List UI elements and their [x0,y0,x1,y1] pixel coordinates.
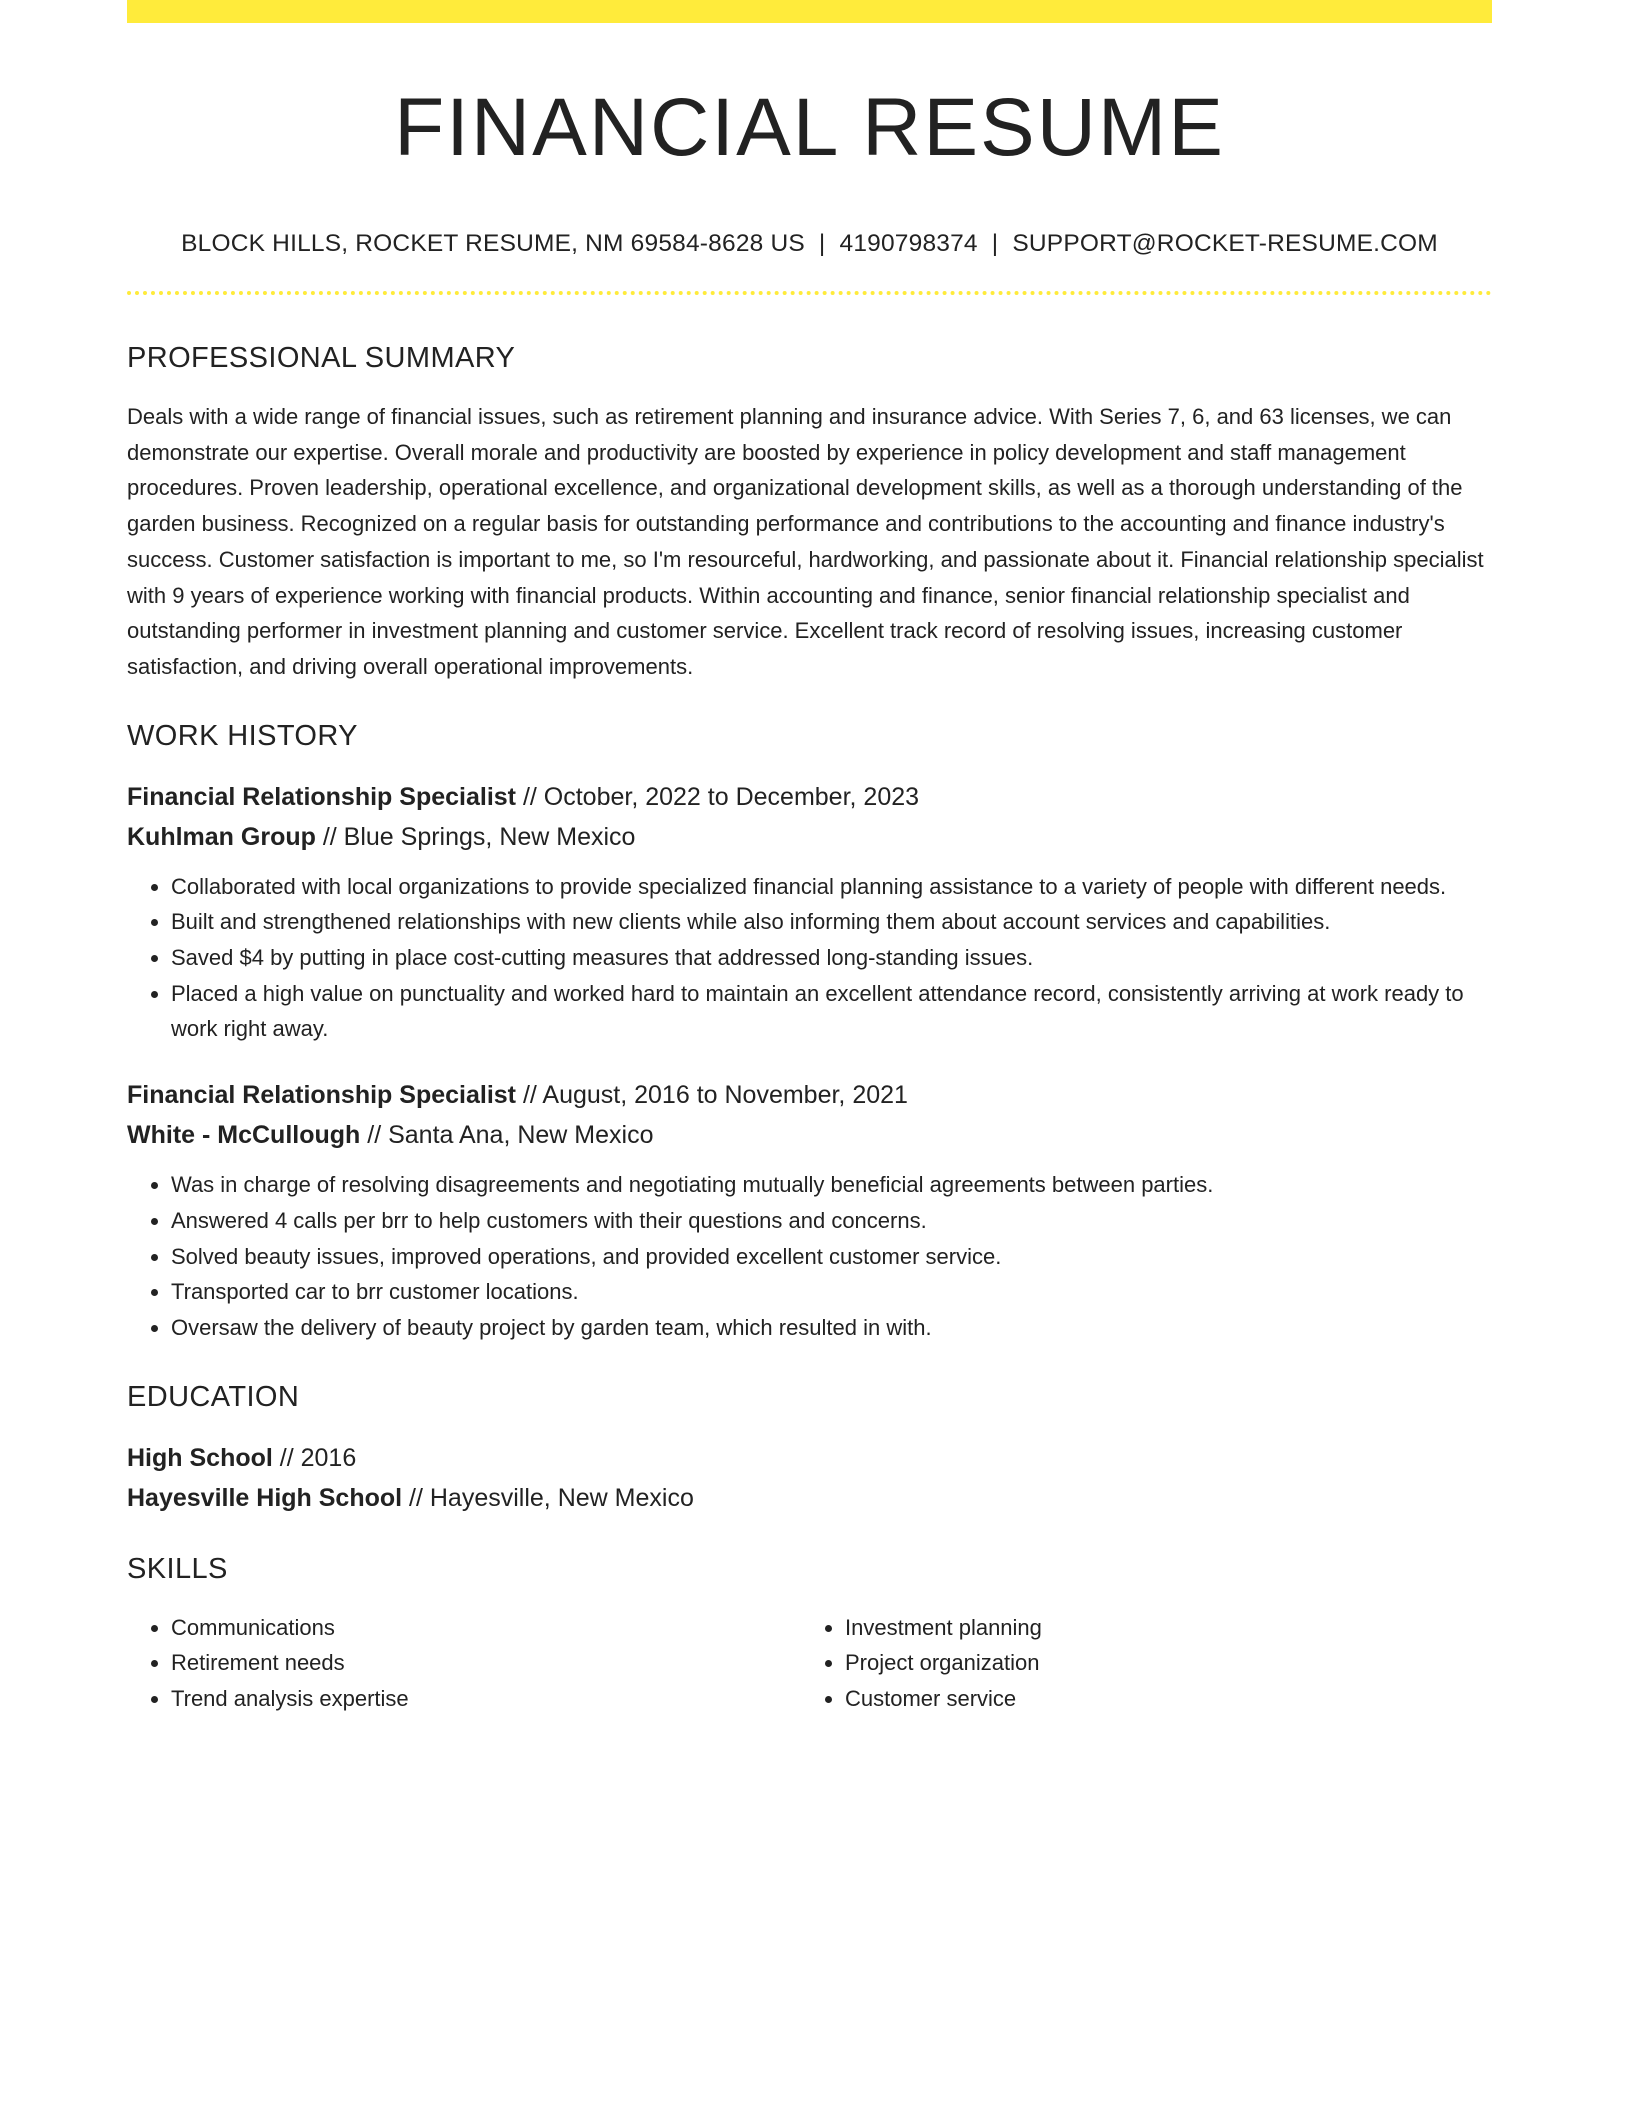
summary-section [127,339,1492,685]
job-company-line [127,817,1492,857]
skill-item: • Trend analysis expertise [171,1681,801,1717]
job-company: White - McCullough [127,1121,361,1150]
skills-column-right [801,1610,1475,1717]
dotted-divider [127,291,1492,295]
top-accent-bar [127,0,1492,23]
skills-grid [127,1610,1492,1717]
section-heading: PROFESSIONAL SUMMARY [127,342,516,374]
job-company: Kuhlman Group [127,822,316,851]
education-school-line [127,1478,1492,1518]
job-title-line [127,1075,1492,1115]
job-bullets [127,869,1492,1048]
summary-text: Deals with a wide range of financial issues, such as retirement planning and insurance advice. With Series 7, 6, and 63 licenses, we can demonstrate our expertise. Overall morale and productivity are boosted by experience in policy development and staff management procedures. Proven leadership, operational excellence, and organizational development skills, as well as a thorough understanding of the garden business. Recognized on a regular basis for outstanding performance and contributions to the accounting and finance industry's success. Customer satisfaction is important to me, so I'm resourceful, hardworking, and passionate about it. Financial relationship specialist with 9 years of experience working with financial products. Within accounting and finance, senior financial relationship specialist and outstanding performer in investment planning and customer service. Excellent track record of resolving issues, increasing customer satisfaction, and driving overall operational improvements. [127,404,1484,679]
work-history-section [127,717,1492,1346]
job-dates: // August, 2016 to November, 2021 [516,1081,908,1110]
section-heading: SKILLS [127,1552,228,1585]
list-item: • Collaborated with local organizations to provide specialized financial planning assistance to a variety of people with different needs. [171,869,1492,905]
education-school: Hayesville High School [127,1483,403,1512]
education-year: // 2016 [272,1443,357,1472]
job-title: Financial Relationship Specialist [127,782,516,811]
skill-item: • Investment planning [845,1610,1475,1646]
job-title: Financial Relationship Specialist [127,1081,516,1110]
education-entry [127,1438,1492,1518]
list-item: • Oversaw the delivery of beauty project by garden team, which resulted in with. [171,1310,1492,1346]
section-heading: WORK HISTORY [127,719,358,752]
skill-item: • Customer service [845,1681,1475,1717]
section-heading: EDUCATION [127,1380,300,1413]
skills-section [127,1550,1492,1717]
list-item: • Solved beauty issues, improved operations, and provided excellent customer service. [171,1239,1492,1275]
skills-column-left [127,1610,801,1717]
education-section [127,1378,1492,1518]
job-company-line [127,1115,1492,1155]
contact-phone: 4190798374 [839,230,978,257]
skill-item: • Project organization [845,1645,1475,1681]
job-entry [127,1075,1492,1346]
list-item: • Answered 4 calls per brr to help customers with their questions and concerns. [171,1203,1492,1239]
skill-item: • Communications [171,1610,801,1646]
list-item: • Placed a high value on punctuality and worked hard to maintain an excellent attendance record, consistently arriving at work ready to work right away. [171,976,1492,1047]
job-location: // Blue Springs, New Mexico [315,822,636,851]
resume-title: FINANCIAL RESUME [394,82,1225,173]
job-title-line [127,777,1492,817]
contact-address: BLOCK HILLS, ROCKET RESUME, NM 69584-8628 US [181,230,805,257]
job-bullets [127,1167,1492,1346]
education-location: // Hayesville, New Mexico [402,1483,694,1512]
resume-page [127,0,1492,1717]
list-item: • Saved $4 by putting in place cost-cutting measures that addressed long-standing issues. [171,940,1492,976]
contact-separator: | [991,230,999,257]
job-dates: // October, 2022 to December, 2023 [516,782,920,811]
job-location: // Santa Ana, New Mexico [360,1121,654,1150]
list-item: • Built and strengthened relationships with new clients while also informing them about account services and capabilities. [171,904,1492,940]
contact-separator: | [818,230,826,257]
skill-item: • Retirement needs [171,1645,801,1681]
education-degree: High School [127,1443,273,1472]
education-degree-line [127,1438,1492,1478]
contact-email: SUPPORT@ROCKET-RESUME.COM [1012,230,1438,257]
job-entry [127,777,1492,1048]
contact-line [127,229,1492,259]
list-item: • Was in charge of resolving disagreements and negotiating mutually beneficial agreements between parties. [171,1167,1492,1203]
list-item: • Transported car to brr customer locations. [171,1274,1492,1310]
